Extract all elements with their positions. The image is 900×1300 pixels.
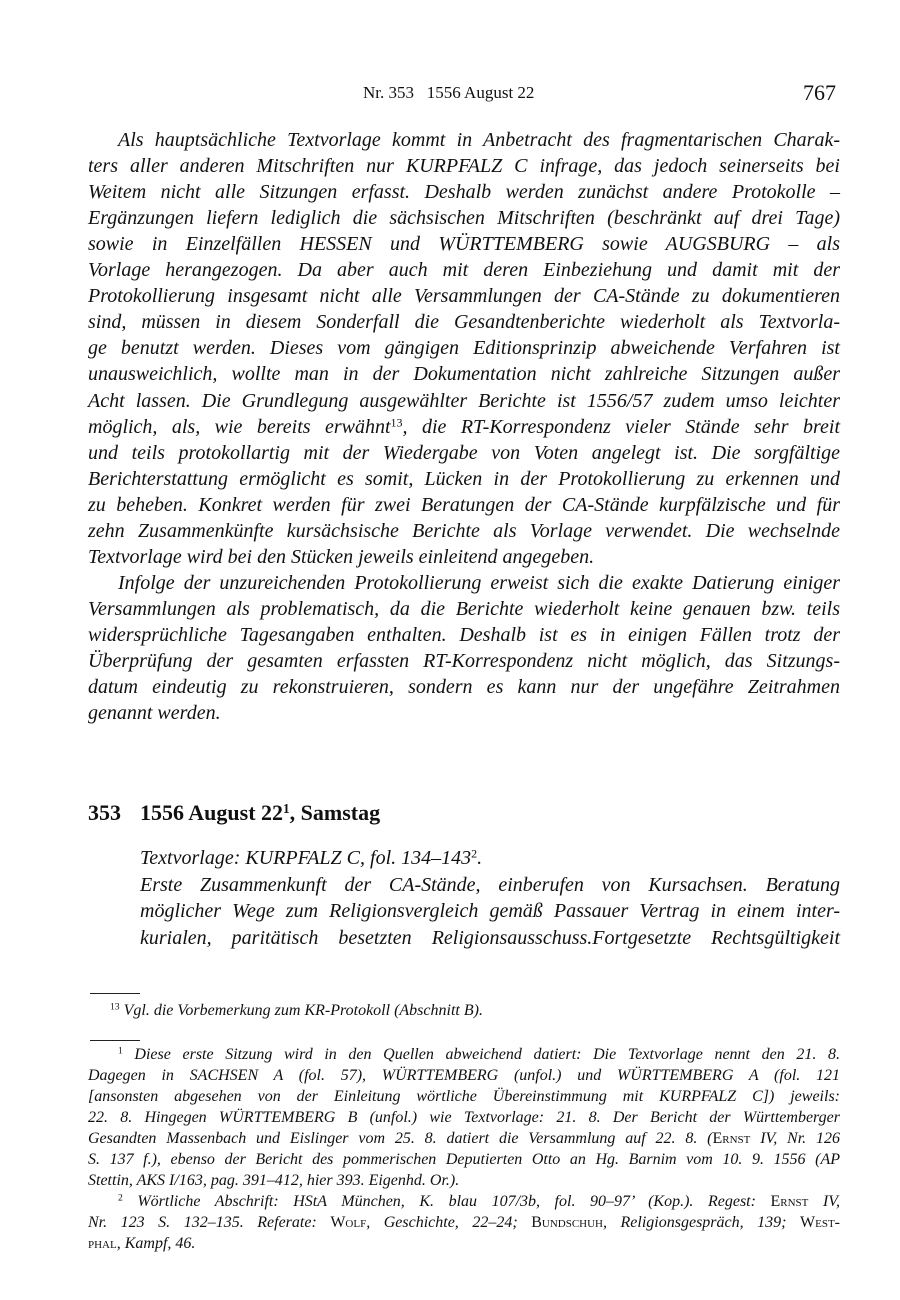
body-line: [88, 468, 840, 491]
text-run: Dagegen in SACHSEN A (fol. 57), WÜRTTEMBERG (unfol.) und WÜRTTEMBERG A (fol. 121: [88, 1067, 840, 1084]
body-line: [88, 676, 840, 699]
footnote-line: [88, 1067, 840, 1085]
text-run: Berichterstattung ermöglicht es somit, Lücken in der Protokollierung zu erkennen und: [88, 467, 840, 490]
text-run: IV,: [808, 1193, 840, 1210]
document-heading: [88, 800, 380, 826]
body-line: [88, 390, 840, 413]
author-name: Bundschuh: [531, 1214, 603, 1231]
body-line: [88, 259, 840, 282]
text-run: unausweichlich, wollte man in der Dokumentation nicht zahlreiche Sitzungen außer: [88, 363, 840, 386]
text-run: Erste Zusammenkunft der CA-Stände, einberufen von Kursachsen. Beratung: [140, 873, 840, 896]
footnote-line: [88, 1088, 840, 1106]
author-name: Wolf: [330, 1214, 367, 1231]
author-name: Ernst: [712, 1130, 751, 1147]
text-run: .: [477, 847, 483, 869]
body-line: [88, 442, 840, 465]
body-line: [88, 598, 840, 621]
body-line: [88, 702, 840, 725]
summary-line: [140, 847, 840, 870]
footnote-line: [118, 1046, 840, 1064]
text-run: IV, Nr. 126: [750, 1130, 840, 1147]
text-run: , Geschichte, 22–24;: [366, 1214, 532, 1231]
page-number: 767: [803, 80, 836, 105]
body-line: [88, 285, 840, 308]
text-run: 22. 8. Hingegen WÜRTTEMBERG B (unfol.) wie Textvorlage: 21. 8. Der Bericht der Württemberger: [88, 1109, 840, 1126]
body-line: [118, 572, 840, 595]
text-run: zu beheben. Konkret werden für zwei Beratungen der CA-Stände kurpfälzische und für: [88, 493, 840, 516]
text-run: ters aller anderen Mitschriften nur KURPFALZ C infrage, das jedoch seinerseits bei: [88, 155, 840, 178]
text-run: Infolge der unzureichenden Protokollierung erweist sich die exakte Datierung einiger: [118, 571, 840, 594]
body-line: [118, 129, 840, 152]
footnote-ref: 13: [390, 414, 403, 429]
text-run: Weitem nicht alle Sitzungen erfasst. Deshalb werden zunächst andere Protokolle –: [88, 181, 840, 204]
text-run: , die RT-Korrespondenz vieler Stände sehr breit: [402, 415, 840, 438]
footnote-ref: 2: [471, 846, 478, 861]
text-run: möglicher Wege zum Religionsvergleich gemäß Passauer Vertrag in einem inter-: [140, 900, 840, 922]
text-run: zehn Zusammenkünfte kursächsische Berichte als Vorlage verwendet. Die wechselnde: [88, 519, 840, 542]
author-name: phal: [88, 1235, 117, 1252]
text-run: Diese erste Sitzung wird in den Quellen abweichend datiert: Die Textvorlage nennt den 21. 8.: [122, 1046, 840, 1063]
body-line: [88, 337, 840, 360]
text-run: S. 137 f.), ebenso der Bericht des pommerischen Deputierten Otto an Hg. Barnim vom 10. 9. 1556 (AP: [88, 1151, 840, 1168]
text-run: sowie in Einzelfällen HESSEN und WÜRTTEMBERG sowie AUGSBURG – als: [88, 233, 840, 256]
body-line: [88, 494, 840, 517]
footnote-line: [88, 1172, 840, 1190]
footnote-divider: [90, 993, 140, 994]
footnote-line: [110, 1002, 840, 1020]
text-run: Überprüfung der gesamten erfassten RT-Korrespondenz nicht möglich, das Sitzungs-: [88, 650, 840, 672]
text-run: [ansonsten abgesehen von der Einleitung wörtliche Übereinstimmung mit KURPFALZ C]) jeweils:: [88, 1088, 840, 1105]
body-line: [88, 363, 840, 386]
text-run: , Kampf, 46.: [116, 1235, 196, 1252]
document-date: 1556 August 22: [140, 800, 284, 825]
body-line: [88, 155, 840, 178]
body-line: [88, 650, 840, 673]
body-line: [88, 546, 840, 569]
footnote-line: [88, 1235, 840, 1253]
footnote-ref: 1: [283, 800, 290, 816]
author-name: Ernst: [770, 1193, 809, 1210]
text-run: datum eindeutig zu rekonstruieren, sondern es kann nur der ungefähre Zeitrahmen: [88, 676, 840, 699]
footnote-line: [88, 1151, 840, 1169]
text-run: sind, müssen in diesem Sonderfall die Gesandtenberichte wiederholt als Textvorla-: [88, 311, 840, 334]
footnote-ref: 13: [110, 1001, 120, 1013]
body-line: [88, 416, 840, 439]
text-run: und teils protokollartig mit der Wiedergabe von Voten angelegt ist. Die sorgfältige: [88, 441, 840, 464]
text-run: Als hauptsächliche Textvorlage kommt in Anbetracht des fragmentarischen Charak-: [118, 129, 840, 151]
body-line: [88, 181, 840, 204]
text-run: Acht lassen. Die Grundlegung ausgewählter Berichte ist 1556/57 zudem umso leichter: [88, 389, 840, 412]
text-run: Textvorlage wird bei den Stücken jeweils einleitend angegeben.: [88, 545, 595, 568]
text-run: Vorlage herangezogen. Da aber auch mit deren Einbeziehung und damit mit der: [88, 259, 840, 282]
text-run: Ergänzungen liefern lediglich die sächsischen Mitschriften (beschränkt auf drei Tage): [88, 207, 840, 230]
footnote-divider: [90, 1040, 140, 1041]
text-run: Wörtliche Abschrift: HStA München, K. blau 107/3b, fol. 90–97’ (Kop.). Regest:: [122, 1193, 771, 1210]
text-run: genannt werden.: [88, 702, 221, 725]
body-line: [88, 311, 840, 334]
document-number: 353: [88, 800, 121, 825]
body-line: [88, 520, 840, 543]
text-run: ge benutzt werden. Dieses vom gängigen Editionsprinzip abweichende Verfahren ist: [88, 337, 840, 360]
body-line: [88, 233, 840, 256]
text-run: Gesandten Massenbach und Eislinger vom 25. 8. datiert die Versammlung auf 22. 8. (: [88, 1130, 713, 1147]
text-run: kurialen, paritätisch besetzten Religionsausschuss.Fortgesetzte Rechtsgültigkeit: [140, 926, 840, 949]
footnote-line: [118, 1193, 840, 1211]
body-line: [88, 624, 840, 647]
footnote-line: [88, 1214, 840, 1232]
summary-line: [140, 874, 840, 897]
text-run: Versammlungen als problematisch, da die Berichte wiederholt keine genauen bzw. teils: [88, 597, 840, 620]
text-run: , Religionsgespräch, 139;: [603, 1214, 801, 1231]
summary-line: [140, 927, 840, 950]
footnote-ref: 1: [118, 1045, 123, 1057]
footnote-line: [88, 1130, 840, 1148]
summary-line: [140, 900, 840, 923]
text-run: Vgl. die Vorbemerkung zum KR-Protokoll (Abschnitt B).: [119, 1002, 483, 1019]
text-run: Protokollierung insgesamt nicht alle Versammlungen der CA-Stände zu dokumentieren: [88, 285, 840, 308]
body-line: [88, 207, 840, 230]
running-title: Nr. 353 1556 August 22: [363, 83, 535, 102]
text-run: widersprüchliche Tagesangaben enthalten. Deshalb ist es in einigen Fällen trotz der: [88, 623, 840, 646]
author-name: West-: [800, 1214, 841, 1231]
footnote-ref: 2: [118, 1192, 123, 1204]
text-run: Textvorlage: KURPFALZ C, fol. 134–143: [140, 847, 472, 869]
text-run: möglich, als, wie bereits erwähnt: [88, 415, 391, 438]
document-weekday: , Samstag: [289, 800, 381, 825]
footnote-line: [88, 1109, 840, 1127]
text-run: Stettin, AKS I/163, pag. 391–412, hier 393. Eigenhd. Or.).: [88, 1172, 460, 1189]
text-run: Nr. 123 S. 132–135. Referate:: [88, 1214, 331, 1231]
